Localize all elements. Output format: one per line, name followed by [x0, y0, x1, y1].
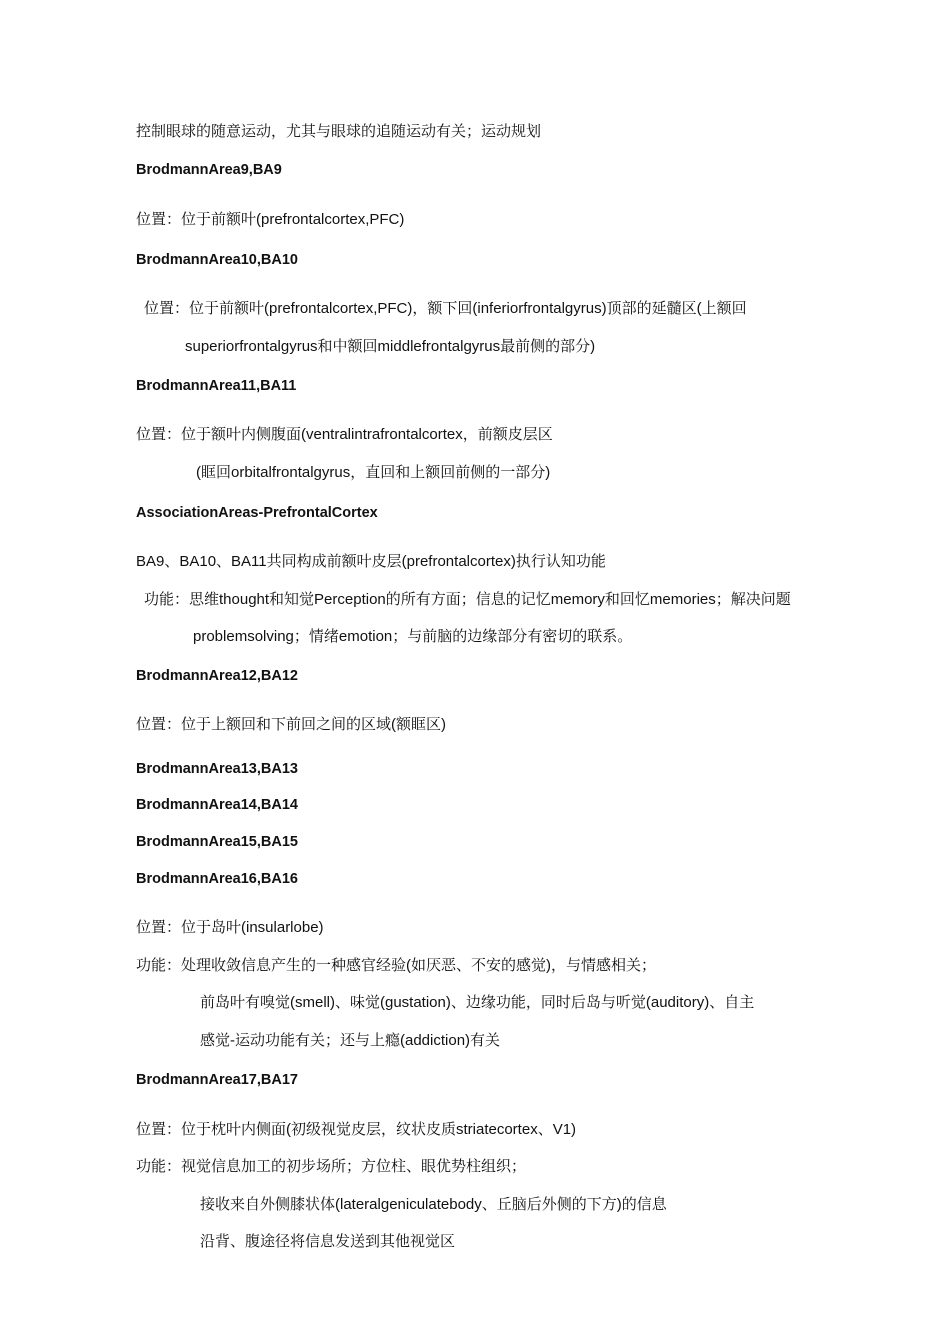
section-heading: BrodmannArea17,BA17 — [136, 1072, 298, 1088]
function-line: 功能：视觉信息加工的初步场所；方位柱、眼优势柱组织； — [136, 1158, 527, 1175]
section-heading: BrodmannArea11,BA11 — [136, 378, 297, 394]
body-line: 感觉-运动功能有关；还与上瘾(addiction)有关 — [200, 1032, 501, 1049]
body-line: problemsolving；情绪emotion；与前脑的边缘部分有密切的联系。 — [193, 628, 633, 645]
function-line: 功能：思维thought和知觉Perception的所有方面；信息的记忆memory和回忆memories；解决问题 — [144, 591, 791, 608]
body-line: (眶回orbitalfrontalgyrus，直回和上额回前侧的一部分) — [196, 464, 551, 481]
location-line: 位置：位于前额叶(prefrontalcortex,PFC) — [136, 211, 405, 228]
section-heading: BrodmannArea12,BA12 — [136, 668, 298, 684]
section-heading: BrodmannArea16,BA16 — [136, 871, 298, 887]
body-line: 前岛叶有嗅觉(smell)、味觉(gustation)、边缘功能，同时后岛与听觉(auditory)、自主 — [200, 994, 755, 1011]
section-heading: BrodmannArea9,BA9 — [136, 162, 282, 178]
section-heading: BrodmannArea14,BA14 — [136, 797, 298, 813]
body-line: superiorfrontalgyrus和中额回middlefrontalgyrus最前侧的部分) — [185, 338, 596, 355]
body-line: 沿背、腹途径将信息发送到其他视觉区 — [200, 1233, 456, 1250]
function-line: 功能：处理收敛信息产生的一种感官经验(如厌恶、不安的感觉)，与情感相关； — [136, 957, 656, 974]
body-line: BA9、BA10、BA11共同构成前额叶皮层(prefrontalcortex)执行认知功能 — [136, 553, 606, 570]
section-heading: BrodmannArea15,BA15 — [136, 834, 298, 850]
location-line: 位置：位于岛叶(insularlobe) — [136, 919, 324, 936]
location-line: 位置：位于额叶内侧腹面(ventralintrafrontalcortex，前额皮层区 — [136, 426, 553, 443]
location-line: 位置：位于上额回和下前回之间的区域(额眶区) — [136, 716, 446, 733]
location-line: 位置：位于前额叶(prefrontalcortex,PFC)，额下回(inferiorfrontalgyrus)顶部的延髓区(上额回 — [144, 300, 747, 317]
body-line: 控制眼球的随意运动，尤其与眼球的追随运动有关；运动规划 — [136, 123, 542, 140]
section-heading: AssociationAreas-PrefrontalCortex — [136, 505, 378, 521]
section-heading: BrodmannArea13,BA13 — [136, 761, 298, 777]
body-line: 接收来自外侧膝状体(lateralgeniculatebody、丘脑后外侧的下方)的信息 — [200, 1196, 667, 1213]
location-line: 位置：位于枕叶内侧面(初级视觉皮层，纹状皮质striatecortex、V1) — [136, 1121, 577, 1138]
section-heading: BrodmannArea10,BA10 — [136, 252, 298, 268]
